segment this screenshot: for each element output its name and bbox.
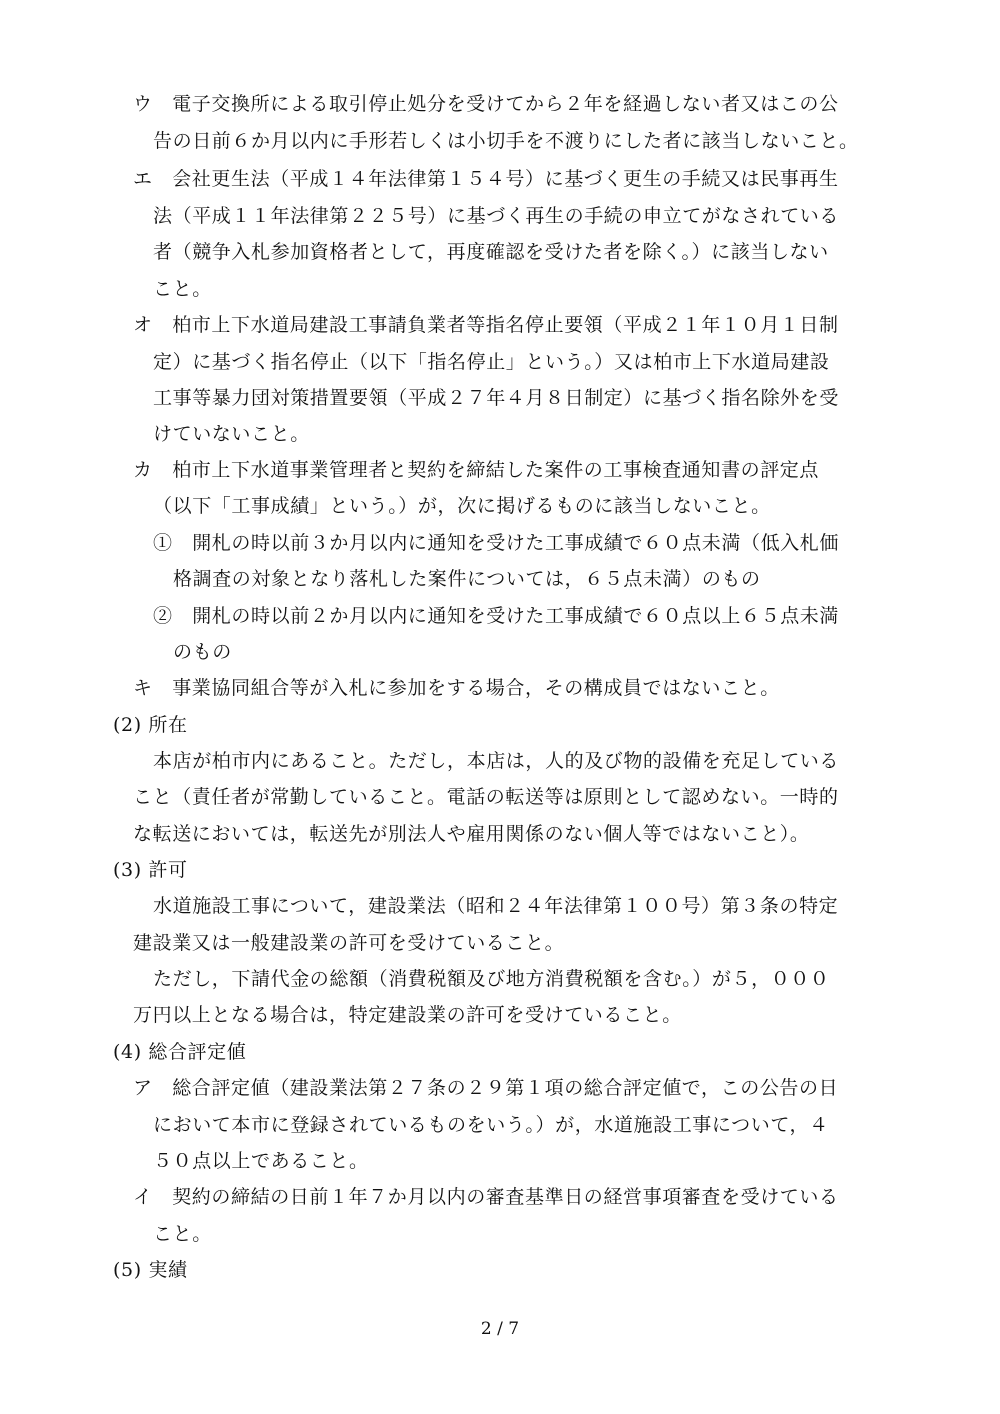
text-line: 定）に基づく指名停止（以下「指名停止」という。）又は柏市上下水道局建設	[153, 351, 830, 373]
text-line: な転送においては，転送先が別法人や雇用関係のない個人等ではないこと）。	[133, 823, 810, 845]
text-line: ５０点以上であること。	[153, 1150, 369, 1172]
text-line: キ 事業協同組合等が入札に参加をする場合，その構成員ではないこと。	[133, 677, 780, 699]
text-line: けていないこと。	[153, 423, 310, 445]
text-line: ウ 電子交換所による取引停止処分を受けてから２年を経過しない者又はこの公	[133, 93, 839, 115]
text-line: ① 開札の時以前３か月以内に通知を受けた工事成績で６０点未満（低入札価	[153, 532, 840, 554]
text-line: 格調査の対象となり落札した案件については，６５点未満）のもの	[173, 568, 761, 590]
text-line: 万円以上となる場合は，特定建設業の許可を受けていること。	[133, 1004, 682, 1026]
section-heading: (5) 実績	[113, 1259, 188, 1281]
text-line: 工事等暴力団対策措置要領（平成２７年４月８日制定）に基づく指名除外を受	[153, 387, 840, 409]
text-line: 本店が柏市内にあること。ただし，本店は，人的及び物的設備を充足している	[153, 750, 840, 772]
text-line: オ 柏市上下水道局建設工事請負業者等指名停止要領（平成２１年１０月１日制	[133, 314, 839, 336]
text-line: ② 開札の時以前２か月以内に通知を受けた工事成績で６０点以上６５点未満	[153, 605, 840, 627]
section-heading: (3) 許可	[113, 859, 188, 881]
text-line: 告の日前６か月以内に手形若しくは小切手を不渡りにした者に該当しないこと。	[153, 130, 859, 152]
text-line: こと（責任者が常勤していること。電話の転送等は原則として認めない。一時的	[133, 786, 839, 808]
page-number: 2 / 7	[480, 1319, 520, 1339]
text-line: カ 柏市上下水道事業管理者と契約を締結した案件の工事検査通知書の評定点	[133, 459, 820, 481]
text-line: 法（平成１１年法律第２２５号）に基づく再生の手続の申立てがなされている	[153, 205, 840, 227]
text-line: （以下「工事成績」という。）が，次に掲げるものに該当しないこと。	[153, 495, 771, 517]
text-line: こと。	[153, 1223, 212, 1245]
text-line: こと。	[153, 278, 212, 300]
section-heading: (2) 所在	[113, 714, 188, 736]
section-heading: (4) 総合評定値	[113, 1041, 247, 1063]
text-line: のもの	[173, 641, 232, 663]
text-line: 建設業又は一般建設業の許可を受けていること。	[133, 932, 565, 954]
text-line: 者（競争入札参加資格者として，再度確認を受けた者を除く。）に該当しない	[153, 241, 829, 263]
text-line: において本市に登録されているものをいう。）が，水道施設工事について，４	[153, 1114, 829, 1136]
text-line: イ 契約の締結の日前１年７か月以内の審査基準日の経営事項審査を受けている	[133, 1186, 839, 1208]
text-line: 水道施設工事について，建設業法（昭和２４年法律第１００号）第３条の特定	[153, 895, 839, 917]
text-line: ただし，下請代金の総額（消費税額及び地方消費税額を含む。）が５，０００	[153, 968, 830, 990]
text-line: エ 会社更生法（平成１４年法律第１５４号）に基づく更生の手続又は民事再生	[133, 168, 839, 190]
text-line: ア 総合評定値（建設業法第２７条の２９第１項の総合評定値で，この公告の日	[133, 1077, 839, 1099]
